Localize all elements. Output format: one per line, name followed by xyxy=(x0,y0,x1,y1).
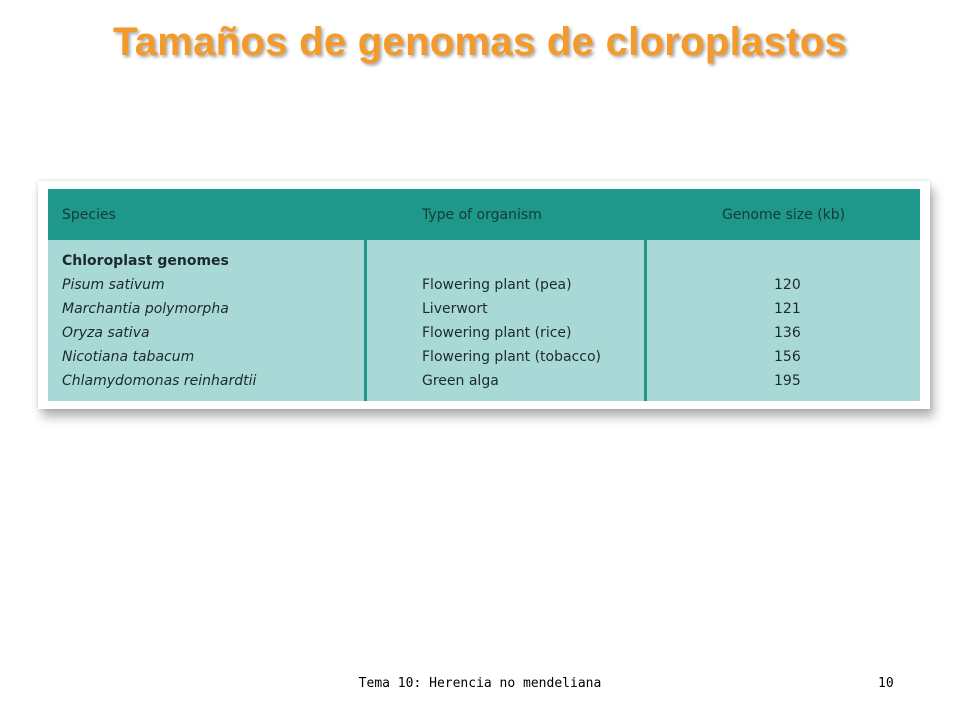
species-cell: Pisum sativum xyxy=(62,277,165,293)
species-cell: Marchantia polymorpha xyxy=(62,301,229,317)
table-figure xyxy=(38,181,930,409)
species-cell: Nicotiana tabacum xyxy=(62,349,195,365)
species-cell: Chlamydomonas reinhardtii xyxy=(62,373,257,389)
slide-footer: Tema 10: Herencia no mendeliana xyxy=(358,676,602,691)
genome-size-cell: 195 xyxy=(774,373,801,389)
header-type-of-organism: Type of organism xyxy=(422,207,542,223)
header-genome-size: Genome size (kb) xyxy=(722,207,846,223)
header-species: Species xyxy=(62,207,116,223)
organism-cell: Flowering plant (tobacco) xyxy=(422,349,601,365)
organism-cell: Flowering plant (rice) xyxy=(422,325,572,341)
section-label-chloroplast: Chloroplast genomes xyxy=(62,253,229,269)
species-cell: Oryza sativa xyxy=(62,325,150,341)
genome-size-cell: 120 xyxy=(774,277,801,293)
organism-cell: Flowering plant (pea) xyxy=(422,277,572,293)
organism-cell: Green alga xyxy=(422,373,499,389)
organism-cell: Liverwort xyxy=(422,301,488,317)
genome-size-cell: 156 xyxy=(774,349,801,365)
slide-title: Tamaños de genomas de cloroplastos xyxy=(112,20,848,64)
column-divider xyxy=(364,189,367,401)
page-number: 10 xyxy=(878,676,894,691)
genome-size-cell: 136 xyxy=(774,325,801,341)
genome-size-table xyxy=(48,189,920,401)
column-divider xyxy=(644,189,647,401)
genome-size-cell: 121 xyxy=(774,301,801,317)
table-header-row xyxy=(48,189,920,240)
